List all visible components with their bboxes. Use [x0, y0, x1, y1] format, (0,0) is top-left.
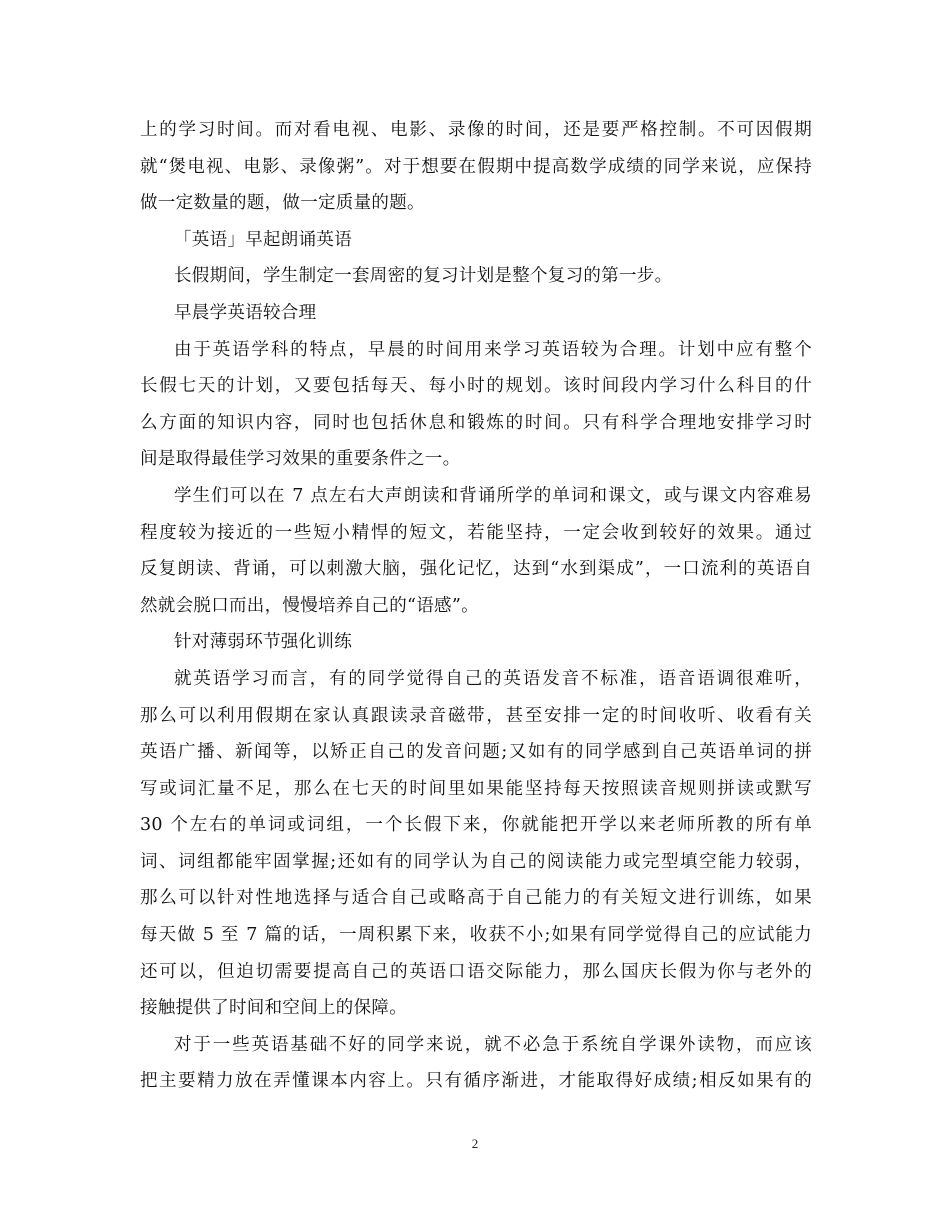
page-number: 2 — [471, 1136, 479, 1151]
text-line: 把主要精力放在弄懂课本内容上。只有循序渐进，才能取得好成绩;相反如果有的 — [140, 1071, 812, 1092]
text-line: 写或词汇量不足，那么在七天的时间里如果能坚持每天按照读音规则拼读或默写 — [140, 778, 812, 799]
text-line: 30 个左右的单词或词组，一个长假下来，你就能把开学以来老师所教的所有单 — [140, 815, 812, 836]
text-line: 学生们可以在 7 点左右大声朗读和背诵所学的单词和课文，或与课文内容难易 — [174, 485, 812, 506]
text-line: 对于一些英语基础不好的同学来说，就不必急于系统自学课外读物，而应该 — [174, 1034, 812, 1055]
text-line: 做一定数量的题，做一定质量的题。 — [140, 193, 425, 214]
text-line: 程度较为接近的一些短小精悍的短文，若能坚持，一定会收到较好的效果。通过 — [140, 522, 812, 543]
text-line: 长假七天的计划，又要包括每天、每小时的规划。该时间段内学习什么科目的什 — [140, 376, 812, 397]
text-line: 针对薄弱环节强化训练 — [174, 632, 352, 653]
text-line: 由于英语学科的特点，早晨的时间用来学习英语较为合理。计划中应有整个 — [174, 339, 812, 360]
text-line: 么方面的知识内容，同时也包括休息和锻炼的时间。只有科学合理地安排学习时 — [140, 412, 812, 433]
text-line: 就英语学习而言，有的同学觉得自己的英语发音不标准，语音语调很难听， — [174, 668, 812, 689]
text-line: 那么可以利用假期在家认真跟读录音磁带，甚至安排一定的时间收听、收看有关 — [140, 705, 812, 726]
text-line: 然就会脱口而出，慢慢培养自己的“语感”。 — [140, 595, 479, 616]
text-line: 早晨学英语较合理 — [174, 302, 317, 323]
text-line: 英语广播、新闻等，以矫正自己的发音问题;又如有的同学感到自己英语单词的拼 — [140, 742, 812, 763]
text-line: 那么可以针对性地选择与适合自己或略高于自己能力的有关短文进行训练，如果 — [140, 888, 812, 909]
text-line: 上的学习时间。而对看电视、电影、录像的时间，还是要严格控制。不可因假期 — [140, 120, 812, 140]
text-line: 反复朗读、背诵，可以刺激大脑，强化记忆，达到“水到渠成”，一口流利的英语自 — [140, 559, 812, 580]
text-line: 「英语」早起朗诵英语 — [174, 229, 352, 250]
text-line: 还可以，但迫切需要提高自己的英语口语交际能力，那么国庆长假为你与老外的 — [140, 961, 812, 982]
text-line: 间是取得最佳学习效果的重要条件之一。 — [140, 449, 461, 470]
text-line: 就“煲电视、电影、录像粥”。对于想要在假期中提高数学成绩的同学来说，应保持 — [140, 156, 812, 177]
text-line: 词、词组都能牢固掌握;还如有的同学认为自己的阅读能力或完型填空能力较弱， — [140, 851, 812, 872]
document-body — [140, 112, 812, 1100]
text-line: 每天做 5 至 7 篇的话，一周积累下来，收获不小;如果有同学觉得自己的应试能力 — [140, 925, 812, 946]
text-line: 长假期间，学生制定一套周密的复习计划是整个复习的第一步。 — [174, 266, 673, 287]
text-line: 接触提供了时间和空间上的保障。 — [140, 998, 407, 1019]
